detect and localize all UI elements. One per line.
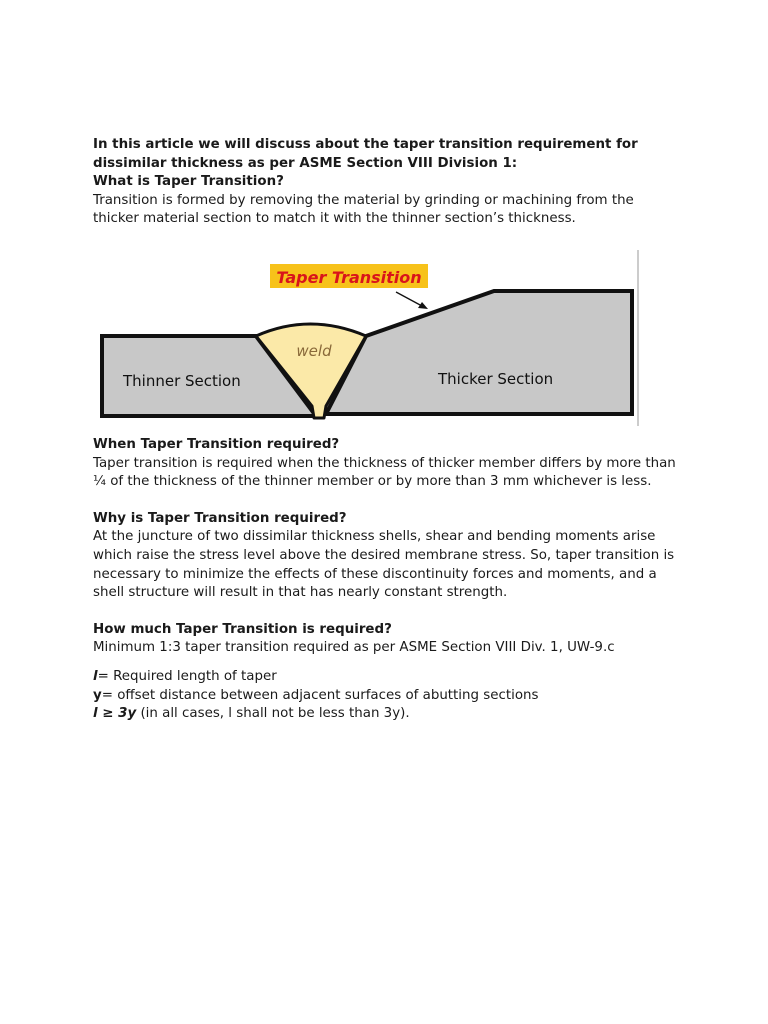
def-y-symbol: y [93,687,102,703]
callout-arrow-head [418,302,428,309]
what-answer: Transition is formed by removing the material by grinding or machining from the thicker material section to match it with the thinner section’s thickness. [93,192,634,227]
when-question: When Taper Transition required? [93,437,340,452]
callout-arrow-line [396,292,422,306]
what-question: What is Taper Transition? [93,174,284,190]
def-y-text: = offset distance between adjacent surfaces of abutting sections [101,687,539,703]
how-question: How much Taper Transition is required? [93,621,392,637]
intro-heading: In this article we will discuss about the taper transition requirement for dissimilar thickness as per ASME Section VIII Division 1: [93,137,638,171]
details-section [93,436,683,724]
thicker-section-plate [326,291,632,414]
def-l-text: = Required length of taper [97,668,277,684]
def-rule [93,705,683,724]
why-answer: At the juncture of two dissimilar thickness shells, shear and bending moments arise which raise the stress level above the desired membrane stress. So, taper transition is necessary to minimize the effects of these discontinuity forces and moments, and a shell structure will result in that has nearly constant strength. [93,529,675,601]
taper-transition-diagram [96,248,642,430]
how-answer: Minimum 1:3 taper transition required as per ASME Section VIII Div. 1, UW-9.c [93,640,615,656]
when-answer: Taper transition is required when the thickness of thicker member differs by more than ¼ of the thickness of the thinner member or by more than 3 mm whichever is less. [93,455,676,490]
def-rule-text: (in all cases, l shall not be less than 3y). [136,706,410,722]
weld-label: weld [296,342,332,360]
def-rule-symbol: l ≥ 3y [93,706,137,722]
callout-label: Taper Transition [276,268,422,287]
intro-section [93,136,683,229]
def-y [93,687,683,706]
thinner-section-label: Thinner Section [123,372,241,390]
def-l-symbol: l [93,668,98,684]
def-l [93,668,683,687]
thicker-section-label: Thicker Section [438,370,554,388]
why-question: Why is Taper Transition required? [93,510,347,526]
